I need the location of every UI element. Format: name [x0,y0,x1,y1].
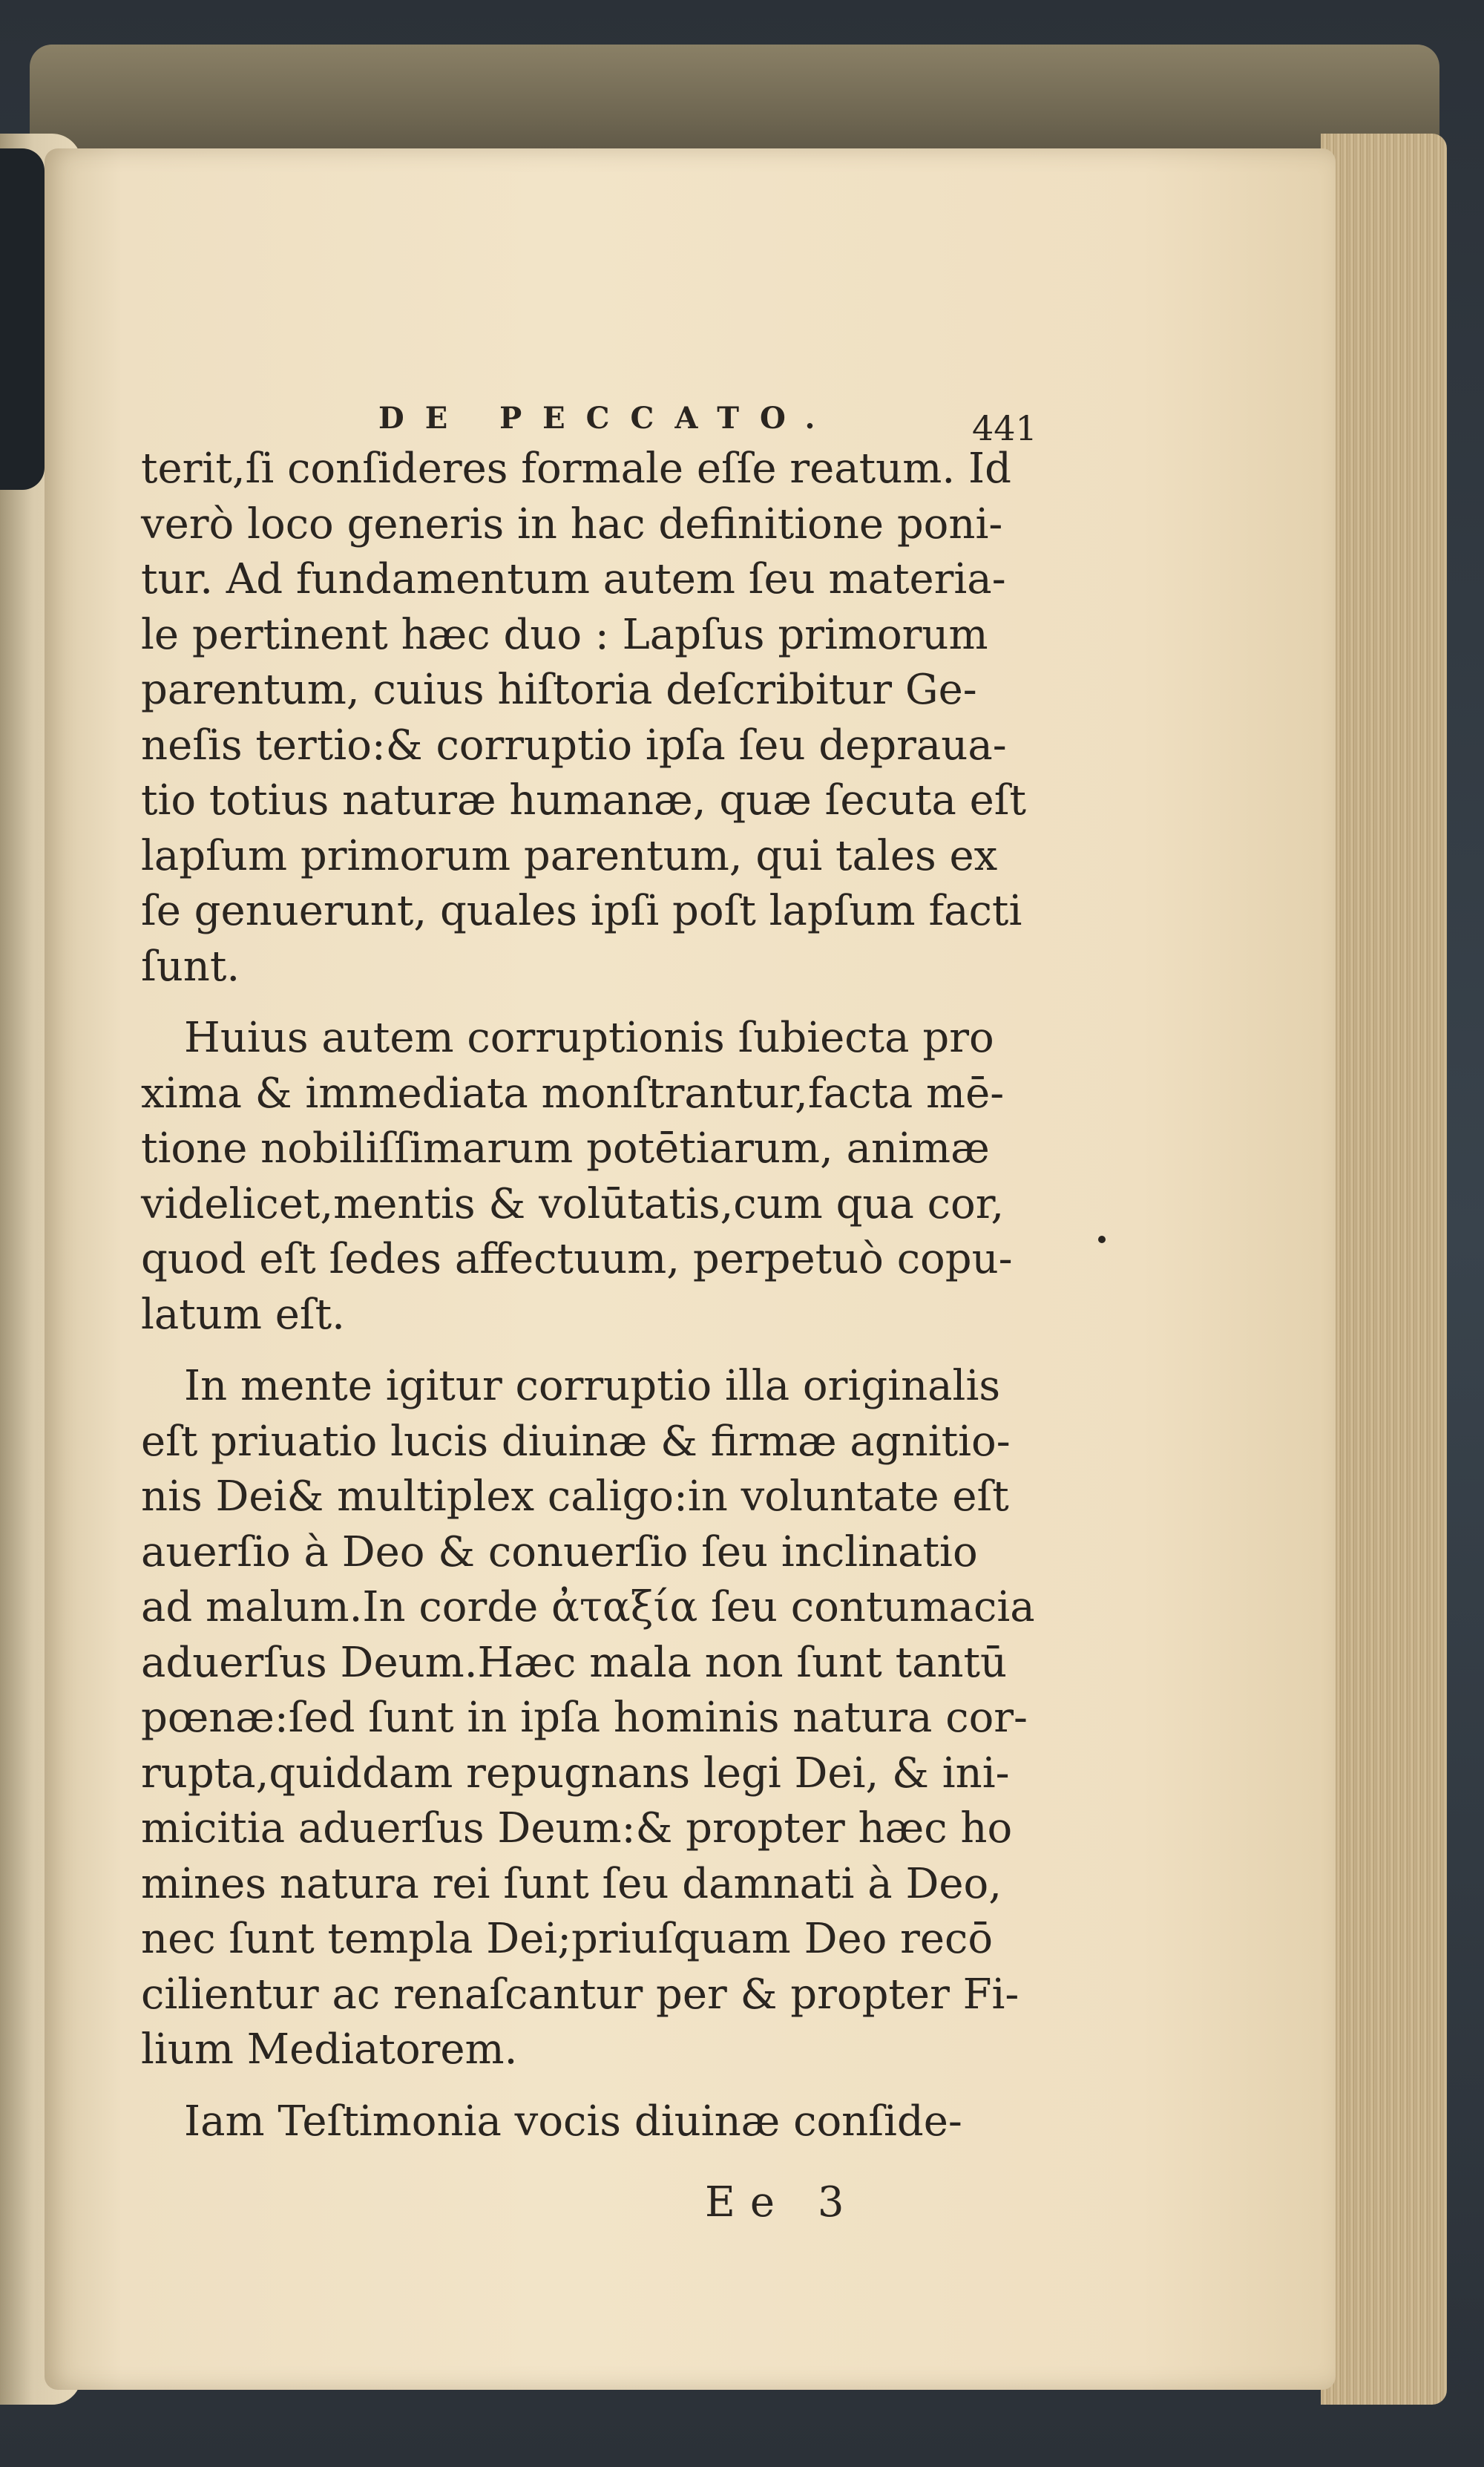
text-line: lium Mediatorem. [141,2025,518,2074]
paragraph-4 [141,2094,1046,2150]
signature-mark: Ee 3 [705,2178,859,2227]
text-line: aduerſus Deum.Hæc mala non ſunt tantū [141,1638,1008,1687]
text-line: neſis tertio:& corruptio ipſa ſeu deprauа- [141,721,1007,770]
text-line: micitia aduerſus Deum:& propter hæc ho [141,1804,1013,1852]
text-line: verò loco generis in hac definitione poni- [141,499,1003,548]
ink-speck [1098,1236,1106,1243]
text-line: quod eſt ſedes affectuum, perpetuò copu- [141,1235,1013,1283]
text-line: tione nobiliſſimarum potētiarum, animæ [141,1124,990,1173]
text-line: ſunt. [141,942,240,991]
text-line: videlicet,mentis & volūtatis,cum qua cor, [141,1179,1005,1228]
text-line: mines natura rei ſunt ſeu damnati à Deo, [141,1859,1002,1908]
text-line: auerſio à Deo & conuerſio ſeu inclinatio [141,1527,978,1576]
text-line: eſt priuatio lucis diuinæ & firmæ agnitio- [141,1417,1011,1466]
text-line: tur. Ad fundamentum autem ſeu materia- [141,555,1006,603]
left-page-shadow [0,148,45,490]
page-number: 441 [972,408,1037,448]
book-top-edge [30,45,1439,163]
text-line: lapſum primorum parentum, qui tales ex [141,831,998,880]
text-line: In mente igitur corruptio illa originalis [184,1362,1001,1410]
text-line: Huius autem corruptionis ſubiecta pro [184,1014,994,1062]
paragraph-3 [141,1359,1046,2078]
text-line: xima & immediata monſtrantur,facta mē- [141,1069,1005,1118]
body-text [141,442,1046,2166]
text-line: latum eſt. [141,1290,345,1339]
book-page [45,148,1336,2390]
text-line: le pertinent hæc duo : Lapſus primorum [141,610,988,659]
text-line: ad malum.In corde ἀταξία ſeu contumacia [141,1583,1035,1631]
running-title: DE PECCATO. [378,401,836,436]
text-line: nec ſunt templa Dei;priuſquam Deo recō [141,1915,994,1963]
text-line: parentum, cuius hiſtoria deſcribitur Ge- [141,666,977,714]
text-line: Iam Teſtimonia vocis diuinæ conſide- [184,2097,962,2146]
page-edges [1321,134,1447,2405]
text-line: terit,ſi conſideres formale eſſe reatum. Id [141,445,1011,493]
text-line: rupta,quiddam repugnans legi Dei, & ini- [141,1749,1010,1798]
text-line: nis Dei& multiplex caligo:in voluntate eſt [141,1472,1009,1521]
paragraph-1 [141,442,1046,995]
text-line: cilientur ac renaſcantur per & propter Fi- [141,1970,1020,2019]
paragraph-2 [141,1011,1046,1343]
text-line: ſe genuerunt, quales ipſi poſt lapſum facti [141,887,1022,935]
text-line: pœnæ:ſed ſunt in ipſa hominis natura cor- [141,1694,1028,1742]
text-line: tio totius naturæ humanæ, quæ ſecuta eſt [141,776,1027,825]
